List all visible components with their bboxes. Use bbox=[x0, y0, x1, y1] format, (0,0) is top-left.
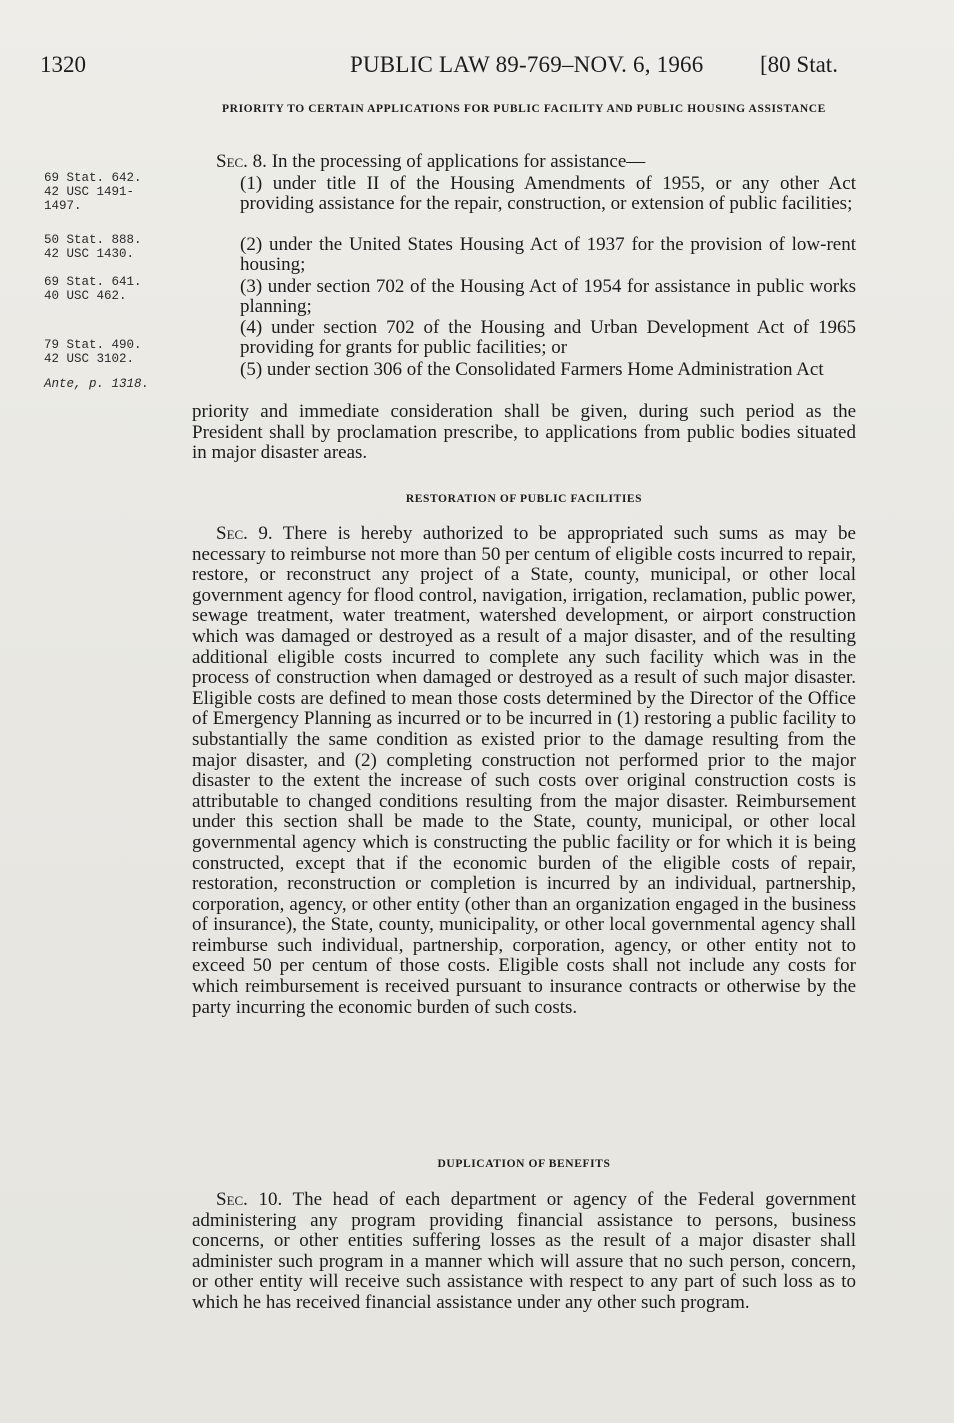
list-item-text: (3) under section 702 of the Housing Act of 1954 for assistance in public works planning; bbox=[240, 276, 856, 317]
margin-note: Ante, p. 1318. bbox=[44, 377, 150, 391]
list-item-text: (4) under section 702 of the Housing and Urban Development Act of 1965 providing for grants for public facilities; or bbox=[240, 317, 856, 358]
list-item-text: (2) under the United States Housing Act of 1937 for the provision of low-rent housing; bbox=[240, 234, 856, 275]
section-10-label: Sec. 10. bbox=[216, 1189, 283, 1210]
section-9-body bbox=[192, 524, 856, 1018]
section-10-heading: DUPLICATION OF BENEFITS bbox=[437, 1158, 611, 1170]
section-9-text: There is hereby authorized to be appropriated such sums as may be necessary to reimburse not more than 50 per centum of eligible costs incurred to repair, restore, or reconstruct any project of a State, county, municipal, or other local government agency for flood control, navigation, irrigation, reclamation, public power, sewage treatment, water treatment, watershed development, or airport construction which was damaged or destroyed as a result of a major disaster, and of the resulting additional eligible costs incurred to complete any such facility which was in the process of construction when damaged or destroyed as a result of such major disaster. Eligible costs are defined to mean those costs determined by the Director of the Office of Emergency Planning as incurred or to be incurred in (1) restoring a public facility to substantially the same condition as existed prior to the damage resulting from the major disaster, and (2) completing construction not performed prior to the major disaster to the extent the increase of such costs over original construction costs is attributable to changed conditions resulting from the major disaster. Reimbursement under this section shall be made to the State, county, municipal, or other local governmental agency which is constructing the public facility or for which it is being constructed, except that if the economic burden of the eligible costs of repair, restoration, reconstruction or completion is incurred by an individual, partnership, corporation, agency, or other entity (other than an organization engaged in the business of insurance), the State, county, municipality, or other local governmental agency shall reimburse such individual, partnership, corporation, agency, or other entity not to exceed 50 per centum of those costs. Eligible costs shall not include any costs for which reimbursement is received pursuant to insurance contracts or otherwise by the party incurring the economic burden of such costs. bbox=[192, 523, 856, 1018]
statute-reference: [80 Stat. bbox=[760, 52, 838, 77]
section-8-heading: PRIORITY TO CERTAIN APPLICATIONS FOR PUBLIC FACILITY AND PUBLIC HOUSING ASSISTANCE bbox=[222, 103, 826, 115]
list-item bbox=[240, 318, 856, 357]
section-10-body bbox=[192, 1190, 856, 1314]
section-8-closing: priority and immediate consideration shall be given, during such period as the President shall by proclamation prescribe, to applications from public bodies situated in major disaster areas. bbox=[192, 401, 856, 464]
section-10-text: The head of each department or agency of the Federal government administering any program providing financial assistance to persons, business concerns, or other entities suffering losses as the result of a major disaster shall administer such program in a manner which will assure that no such person, concern, or other entity will receive such assistance with respect to any part of such loss as to which he has received financial assistance under any other such program. bbox=[192, 1189, 856, 1313]
list-item bbox=[240, 277, 856, 316]
section-8-intro-text: In the processing of applications for assistance— bbox=[271, 151, 646, 172]
list-item bbox=[240, 174, 856, 213]
margin-note: 79 Stat. 490. 42 USC 3102. bbox=[44, 338, 142, 366]
list-item bbox=[240, 235, 856, 274]
section-8-intro bbox=[192, 152, 856, 173]
running-header bbox=[0, 52, 954, 82]
section-9-heading: RESTORATION OF PUBLIC FACILITIES bbox=[405, 493, 643, 505]
section-9-label: Sec. 9. bbox=[216, 523, 273, 544]
margin-note: 50 Stat. 888. 42 USC 1430. bbox=[44, 233, 142, 261]
margin-note: 69 Stat. 641. 40 USC 462. bbox=[44, 275, 142, 303]
page-number: 1320 bbox=[40, 52, 86, 77]
running-title: PUBLIC LAW 89-769–NOV. 6, 1966 bbox=[350, 52, 704, 77]
list-item bbox=[240, 360, 856, 380]
list-item-text: (5) under section 306 of the Consolidated Farmers Home Administration Act bbox=[240, 359, 824, 380]
list-item-text: (1) under title II of the Housing Amendments of 1955, or any other Act providing assistance for the repair, construction, or extension of public facilities; bbox=[240, 173, 856, 214]
margin-note: 69 Stat. 642. 42 USC 1491- 1497. bbox=[44, 171, 142, 213]
section-8-label: Sec. 8. bbox=[216, 151, 267, 172]
